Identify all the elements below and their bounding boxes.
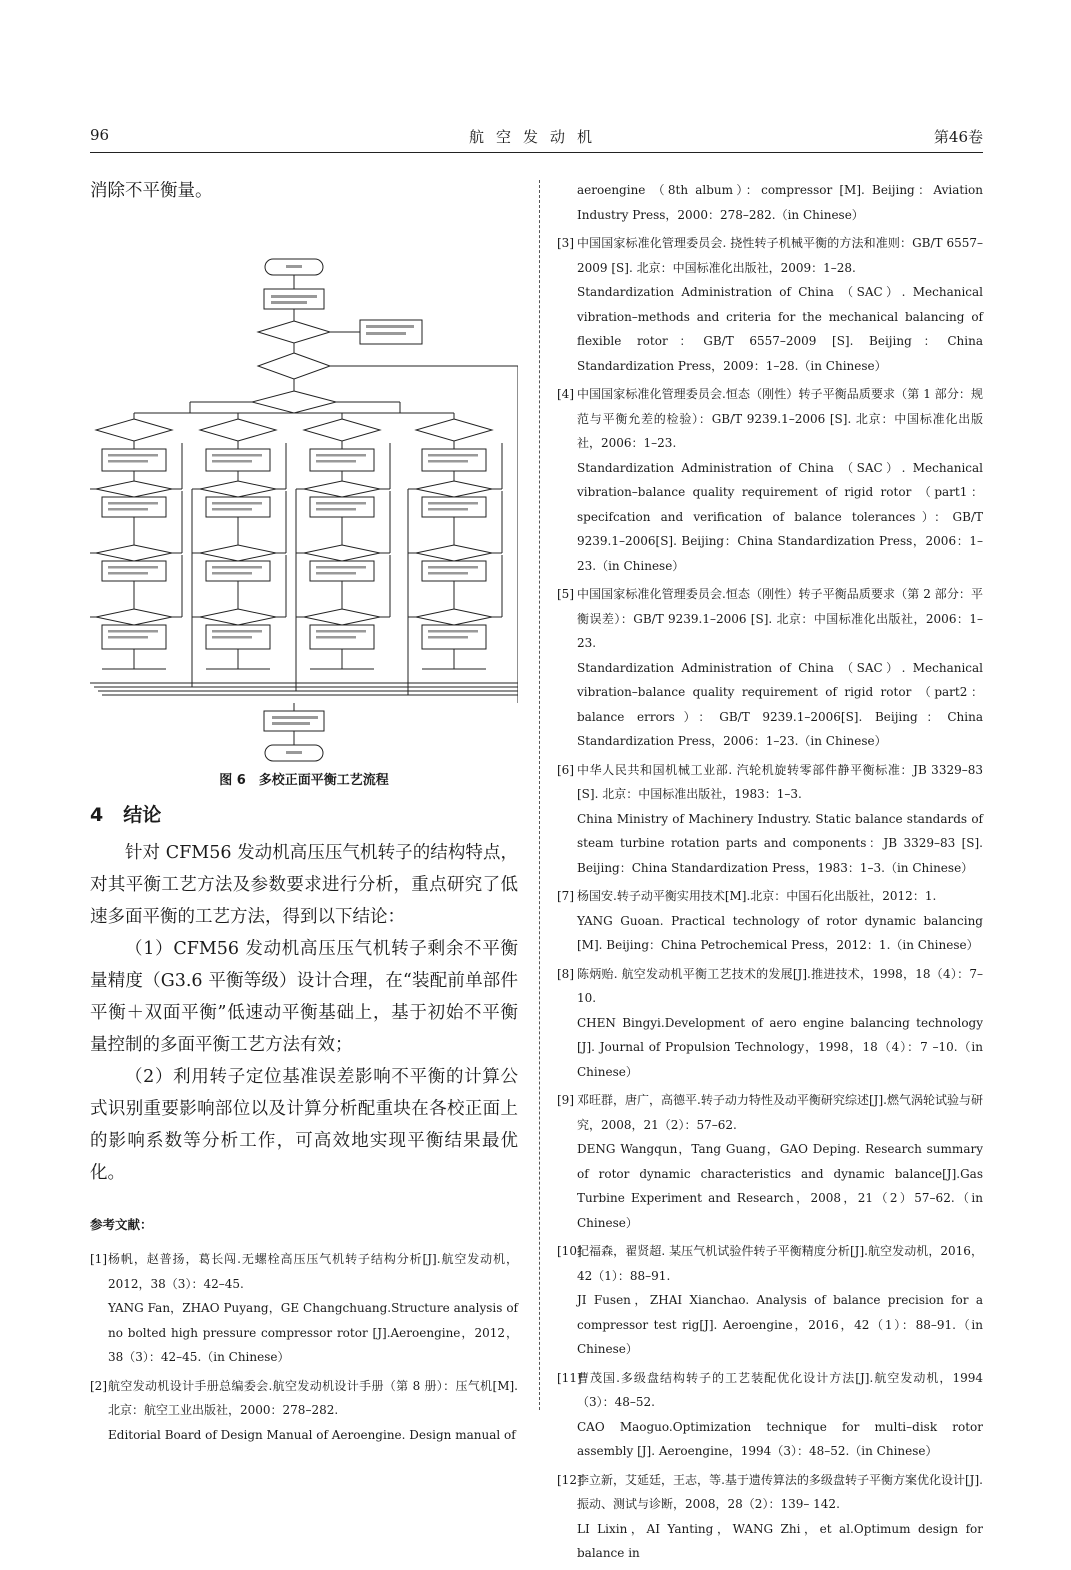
reference-item xyxy=(557,582,983,754)
reference-cn: 杨帆，赵普扬，葛长闯.无螺栓高压压气机转子结构分析[J].航空发动机，2012，38（3）：42–45. xyxy=(108,1252,518,1291)
reference-en: Standardization Administration of China （SAC）. Mechanical vibration–balance quality requirement of rigid rotor （part2：balance errors）：GB/T 9239.1–2006[S]. Beijing：China Standardization Press，2006：1–23.（in Chinese） xyxy=(577,660,983,748)
header-rule xyxy=(90,152,983,153)
intro-text: 消除不平衡量。 xyxy=(90,181,213,201)
reference-en: CAO Maoguo.Optimization technique for multi–disk rotor assembly [J]. Aeroengine，1994（3）：48–52.（in Chinese） xyxy=(577,1419,983,1458)
reference-continuation xyxy=(557,178,983,227)
flowchart-figure xyxy=(90,211,518,763)
reference-cn: 中国国家标准化管理委员会.恒态（刚性）转子平衡品质要求（第 2 部分：平衡误差）：GB/T 9239.1–2006 [S]. 北京：中国标准化出版社，2006：1–23. xyxy=(577,587,983,650)
section-number: 4 xyxy=(90,804,104,826)
references-title: 参考文献： xyxy=(90,1217,153,1232)
reference-number: [12] xyxy=(557,1472,582,1487)
reference-number: [7] xyxy=(557,889,574,903)
reference-cn: 李立新，艾延廷，王志，等.基于遗传算法的多级盘转子平衡方案优化设计[J].振动、测试与诊断，2008，28（2）：139– 142. xyxy=(577,1472,983,1511)
reference-item xyxy=(557,382,983,578)
reference-item xyxy=(557,962,983,1085)
reference-en: Standardization Administration of China （SAC）. Mechanical vibration–methods and criteria for the mechanical balancing of flexible rotor：GB/T 6557–2009 [S]. Beijing：China Standardization Press，2009：1–28.（in Chinese） xyxy=(577,285,983,373)
reference-number: [5] xyxy=(557,587,574,601)
reference-number: [3] xyxy=(557,236,574,250)
reference-en: DENG Wangqun，Tang Guang，GAO Deping. Research summary of rotor dynamic characteristics and dynamic balance[J].Gas Turbine Experiment and Research，2008，21（2）57–62.（in Chinese） xyxy=(577,1142,983,1230)
conclusion-paragraph-1: 针对 CFM56 发动机高压压气机转子的结构特点，对其平衡工艺方法及参数要求进行分析，重点研究了低速多面平衡的工艺方法，得到以下结论： xyxy=(90,843,518,927)
reference-en: Editorial Board of Design Manual of Aeroengine. Design manual of xyxy=(108,1427,516,1442)
reference-cn: 中华人民共和国机械工业部. 汽轮机旋转零部件静平衡标准：JB 3329–83 [S]. 北京：中国标准出版社，1983：1–3. xyxy=(577,762,983,801)
volume-label: 第46卷 xyxy=(933,128,983,146)
reference-item xyxy=(557,1088,983,1235)
column-divider xyxy=(539,180,540,1410)
reference-item xyxy=(557,231,983,378)
conclusion-paragraph-2: （1）CFM56 发动机高压压气机转子剩余不平衡量精度（G3.6 平衡等级）设计合理，在“装配前单部件平衡＋双面平衡”低速动平衡基础上，基于初始不平衡量控制的多面平衡工艺方法有效； xyxy=(90,939,518,1055)
reference-en: China Ministry of Machinery Industry. Static balance standards of steam turbine rotation parts and components：JB 3329–83 [S]. Beijing：China Standardization Press，1983：1–3.（in Chinese） xyxy=(577,811,983,875)
reference-cn: 陈炳贻. 航空发动机平衡工艺技术的发展[J].推进技术，1998，18（4）：7–10. xyxy=(577,966,983,1005)
section-heading xyxy=(90,800,518,827)
reference-cn: 邓旺群，唐广，高德平.转子动力特性及动平衡研究综述[J].燃气涡轮试验与研究，2008，21（2）：57–62. xyxy=(577,1093,983,1132)
left-references xyxy=(90,1247,518,1447)
reference-number: [10] xyxy=(557,1244,582,1258)
reference-en: YANG Fan，ZHAO Puyang，GE Changchuang.Structure analysis of no bolted high pressure compressor rotor [J].Aeroengine，2012，38（3）：42–45.（in Chinese） xyxy=(108,1301,518,1364)
reference-number: [6] xyxy=(557,762,574,777)
reference-number: [9] xyxy=(557,1093,574,1107)
reference-item xyxy=(557,884,983,958)
section-title: 结论 xyxy=(123,804,162,826)
figure-caption: 图 6 多校正面平衡工艺流程 xyxy=(219,773,389,788)
flowchart-diagram xyxy=(90,211,518,763)
reference-number: [1] xyxy=(90,1252,107,1266)
reference-item xyxy=(90,1374,518,1448)
reference-item xyxy=(557,1468,983,1566)
reference-cn: 中国国家标准化管理委员会. 挠性转子机械平衡的方法和准则：GB/T 6557–2009 [S]. 北京：中国标准化出版社，2009：1–28. xyxy=(577,236,983,275)
page-number: 96 xyxy=(90,126,110,144)
reference-cn: 杨国安.转子动平衡实用技术[M].北京：中国石化出版社，2012：1. xyxy=(577,889,937,903)
reference-number: [8] xyxy=(557,966,574,981)
reference-en: LI Lixin，AI Yanting，WANG Zhi，et al.Optimum design for balance in xyxy=(577,1521,983,1560)
reference-item xyxy=(557,1239,983,1362)
reference-number: [11] xyxy=(557,1370,582,1385)
reference-item xyxy=(557,1366,983,1464)
right-column xyxy=(557,178,983,1570)
reference-cn: 纪福森，翟贤超. 某压气机试验件转子平衡精度分析[J].航空发动机，2016，42（1）：88–91. xyxy=(577,1244,983,1283)
journal-title: 航空发动机 xyxy=(468,128,604,146)
reference-item xyxy=(557,758,983,881)
reference-number: [2] xyxy=(90,1378,107,1393)
page-header xyxy=(90,126,983,150)
reference-en: CHEN Bingyi.Development of aero engine balancing technology [J]. Journal of Propulsion Technology，1998，18（4）：7 –10.（in Chinese） xyxy=(577,1015,983,1079)
reference-en: YANG Guoan. Practical technology of rotor dynamic balancing [M]. Beijing：China Petrochemical Press，2012：1.（in Chinese） xyxy=(577,913,983,952)
reference-cn: 曹茂国.多级盘结构转子的工艺装配优化设计方法[J].航空发动机，1994（3）：48–52. xyxy=(577,1370,983,1409)
reference-en: aeroengine （8th album）：compressor [M]. Beijing：Aviation Industry Press，2000：278–282.（in Chinese） xyxy=(577,183,983,222)
reference-en: JI Fusen，ZHAI Xianchao. Analysis of balance precision for a compressor test rig[J]. Aeroengine，2016，42（1）：88–91.（in Chinese） xyxy=(577,1293,983,1356)
reference-item xyxy=(90,1247,518,1370)
reference-cn: 航空发动机设计手册总编委会.航空发动机设计手册（第 8 册）：压气机[M]. 北京：航空工业出版社，2000：278–282. xyxy=(108,1378,518,1417)
reference-cn: 中国国家标准化管理委员会.恒态（刚性）转子平衡品质要求（第 1 部分：规范与平衡允差的检验）：GB/T 9239.1–2006 [S]. 北京：中国标准化出版社，2006：1–23. xyxy=(577,387,983,450)
left-column xyxy=(90,175,518,1451)
reference-en: Standardization Administration of China （SAC）. Mechanical vibration–balance quality requirement of rigid rotor （part1：specifcation and verification of balance tolerances）：GB/T 9239.1–2006[S]. Beijing：China Standardization Press，2006：1–23.（in Chinese） xyxy=(577,460,983,573)
reference-number: [4] xyxy=(557,387,574,401)
conclusion-paragraph-3: （2）利用转子定位基准误差影响不平衡的计算公式识别重要影响部位以及计算分析配重块在各校正面上的影响系数等分析工作，可高效地实现平衡结果最优化。 xyxy=(90,1067,518,1183)
